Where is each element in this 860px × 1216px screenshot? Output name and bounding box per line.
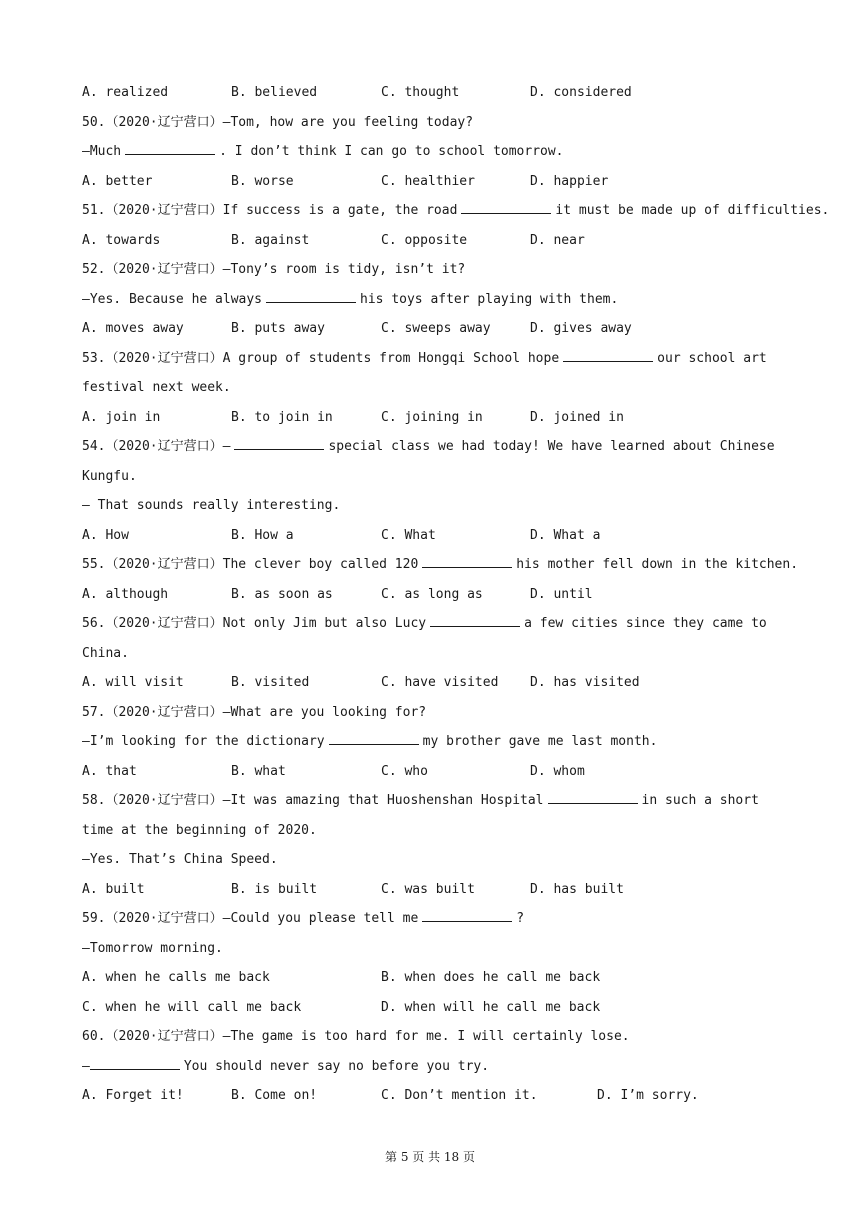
dialogue-line — [82, 491, 780, 521]
options-row — [82, 993, 780, 1023]
question-text: 52.（2020·辽宁营口）—Tony’s room is tidy, isn’t it? — [82, 262, 466, 277]
option-a: A. towards — [82, 232, 161, 248]
option-c: C. as long as — [381, 586, 483, 602]
dialogue-text: — — [82, 1058, 90, 1074]
option-a: A. How — [82, 527, 129, 543]
question-text: time at the beginning of 2020. — [82, 822, 317, 838]
answer-blank[interactable] — [329, 732, 419, 745]
option-c: C. healthier — [381, 173, 475, 189]
dialogue-line — [82, 137, 780, 167]
question-text: his mother fell down in the kitchen. — [516, 557, 799, 572]
options-row — [82, 580, 780, 610]
answer-blank[interactable] — [563, 349, 653, 362]
option-c: C. have visited — [381, 675, 499, 690]
option-a: A. when he calls me back — [82, 970, 270, 985]
option-c: C. was built — [381, 881, 475, 897]
option-d: D. has visited — [530, 675, 640, 690]
option-a: A. will visit — [82, 675, 184, 690]
question-text: festival next week. — [82, 380, 231, 395]
option-d: D. has built — [530, 881, 624, 897]
option-b: B. as soon as — [231, 586, 333, 602]
answer-blank[interactable] — [430, 614, 520, 627]
question-text: 58.（2020·辽宁营口）—It was amazing that Huoshenshan Hospital — [82, 793, 544, 808]
question-text: 59.（2020·辽宁营口）—Could you please tell me — [82, 911, 419, 926]
dialogue-line — [82, 1052, 780, 1082]
question-stem — [82, 1022, 780, 1052]
option-b: B. believed — [231, 85, 318, 100]
question-text: it must be made up of difficulties. — [555, 203, 830, 218]
question-text: 55.（2020·辽宁营口）The clever boy called 120 — [82, 557, 419, 572]
option-a: A. Forget it! — [82, 1088, 184, 1103]
option-c: C. What — [381, 527, 436, 543]
options-row — [82, 521, 780, 551]
question-text: 53.（2020·辽宁营口）A group of students from Hongqi School hope — [82, 350, 560, 366]
option-d: D. gives away — [530, 321, 632, 336]
question-continuation — [82, 816, 780, 846]
answer-blank[interactable] — [422, 555, 512, 568]
option-b: B. to join in — [231, 409, 333, 425]
option-c: C. joining in — [381, 409, 483, 425]
option-d: D. happier — [530, 173, 609, 189]
option-c: C. thought — [381, 85, 460, 100]
dialogue-text: You should never say no before you try. — [183, 1058, 490, 1074]
option-b: B. puts away — [231, 321, 325, 336]
option-d: D. considered — [530, 85, 632, 100]
dialogue-text: my brother gave me last month. — [422, 734, 658, 749]
options-row — [82, 875, 780, 905]
options-row — [82, 1081, 780, 1111]
question-text: Kungfu. — [82, 468, 137, 484]
option-a: A. realized — [82, 85, 169, 100]
question-text: ? — [516, 911, 525, 926]
option-b: B. what — [231, 763, 286, 779]
option-d: D. until — [530, 586, 593, 602]
option-b: B. is built — [231, 881, 318, 897]
answer-blank[interactable] — [125, 142, 215, 155]
question-stem — [82, 609, 780, 639]
options-row — [82, 167, 780, 197]
question-text: special class we had today! We have learned about Chinese — [328, 439, 775, 454]
question-stem — [82, 786, 780, 816]
option-b: B. How a — [231, 527, 294, 543]
question-stem — [82, 550, 799, 580]
options-row — [82, 963, 780, 993]
dialogue-line — [82, 285, 780, 315]
page-footer: 第 5 页 共 18 页 — [385, 1150, 475, 1164]
option-c: C. sweeps away — [381, 321, 491, 336]
dialogue-line — [82, 934, 780, 964]
question-continuation — [82, 639, 780, 669]
options-row — [82, 757, 780, 787]
option-d: D. I’m sorry. — [597, 1088, 699, 1103]
option-b: B. when does he call me back — [381, 970, 601, 985]
option-c: C. Don’t mention it. — [381, 1088, 538, 1103]
option-a: A. built — [82, 881, 145, 897]
question-text: 57.（2020·辽宁营口）—What are you looking for? — [82, 704, 427, 720]
option-a: A. moves away — [82, 321, 184, 336]
dialogue-text: — That sounds really interesting. — [82, 498, 341, 513]
options-row — [82, 668, 780, 698]
question-stem — [82, 432, 780, 462]
question-continuation — [82, 462, 780, 492]
option-c: C. who — [381, 763, 428, 779]
options-row — [82, 403, 780, 433]
option-b: B. Come on! — [231, 1088, 318, 1103]
option-a: A. join in — [82, 409, 161, 425]
dialogue-text: his toys after playing with them. — [360, 291, 619, 307]
answer-blank[interactable] — [422, 909, 512, 922]
dialogue-text: . I don’t think I can go to school tomorrow. — [219, 144, 564, 159]
question-text: 54.（2020·辽宁营口）— — [82, 439, 231, 454]
option-d: D. joined in — [530, 409, 624, 425]
question-text: 56.（2020·辽宁营口）Not only Jim but also Lucy — [82, 616, 427, 631]
dialogue-line — [82, 727, 780, 757]
question-text: China. — [82, 645, 129, 661]
option-c: C. opposite — [381, 232, 468, 248]
question-text: a few cities since they came to — [524, 616, 767, 631]
dialogue-text: —Yes. That’s China Speed. — [82, 852, 278, 867]
answer-blank[interactable] — [266, 290, 356, 303]
option-d: D. when will he call me back — [381, 999, 601, 1015]
option-c: C. when he will call me back — [82, 999, 302, 1015]
option-d: D. near — [530, 232, 585, 248]
answer-blank[interactable] — [548, 791, 638, 804]
option-d: D. What a — [530, 527, 601, 543]
question-stem — [82, 904, 780, 934]
option-b: B. against — [231, 232, 310, 248]
options-row — [82, 314, 780, 344]
question-text: 50.（2020·辽宁营口）—Tom, how are you feeling today? — [82, 114, 474, 130]
question-stem — [82, 196, 830, 226]
option-a: A. that — [82, 763, 137, 779]
dialogue-text: —Much — [82, 144, 122, 159]
option-d: D. whom — [530, 763, 585, 779]
answer-blank[interactable] — [90, 1057, 180, 1070]
question-text: in such a short — [641, 793, 759, 808]
dialogue-line — [82, 845, 780, 875]
options-row — [82, 226, 780, 256]
options-row — [82, 78, 780, 108]
option-b: B. worse — [231, 173, 294, 189]
question-stem — [82, 108, 780, 138]
option-a: A. although — [82, 586, 169, 602]
question-stem — [82, 698, 780, 728]
dialogue-text: —Yes. Because he always — [82, 291, 263, 307]
answer-blank[interactable] — [461, 201, 551, 214]
question-continuation — [82, 373, 780, 403]
option-b: B. visited — [231, 675, 310, 690]
option-a: A. better — [82, 173, 153, 189]
question-text: 60.（2020·辽宁营口）—The game is too hard for me. I will certainly lose. — [82, 1029, 630, 1044]
dialogue-text: —Tomorrow morning. — [82, 940, 223, 956]
answer-blank[interactable] — [234, 437, 324, 450]
question-stem — [82, 255, 780, 285]
question-sheet — [82, 78, 830, 1111]
dialogue-text: —I’m looking for the dictionary — [82, 734, 325, 749]
question-stem — [82, 344, 780, 374]
question-text: 51.（2020·辽宁营口）If success is a gate, the road — [82, 203, 458, 218]
question-text: our school art — [657, 350, 767, 366]
